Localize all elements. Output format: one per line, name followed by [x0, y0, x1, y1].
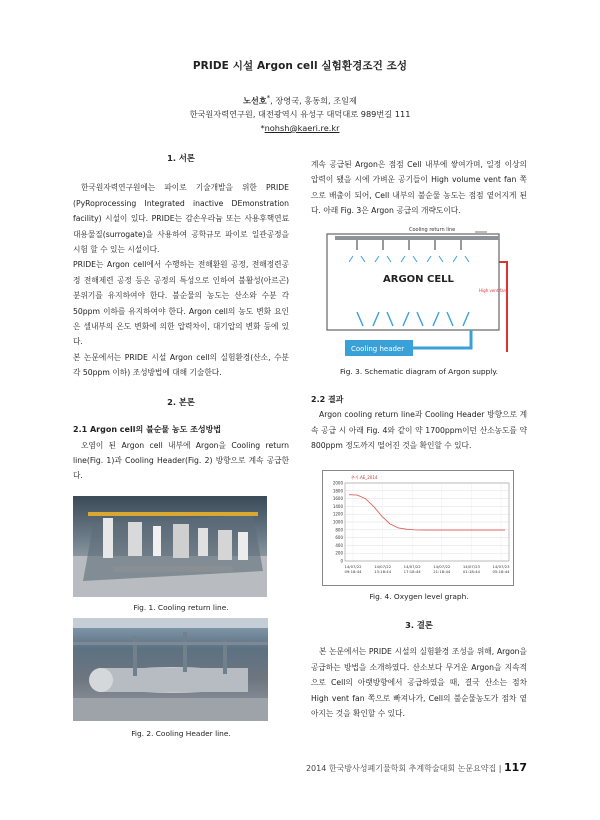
right-column-results [311, 392, 527, 454]
y-tick-label: 1200 [332, 511, 343, 517]
body-paragraph-2: 계속 공급된 Argon은 점점 Cell 내부에 쌓여가며, 일정 이상의 압력이 됐을 시에 가벼운 공기들이 High volume vent fan 쪽으로 배출이 되어, Cell 내부의 불순물 농도는 점점 옅어지게 된다. 아래 Fig. 3은 Argon 공급의 개략도이다. [311, 160, 527, 216]
vent-fan-label: High vent fan [479, 288, 507, 293]
x-tick-label: 13:18:44 [374, 569, 392, 574]
cooling-header-label: Cooling header [351, 345, 405, 353]
x-tick-label: 17:18:44 [403, 569, 421, 574]
y-tick-label: 1000 [332, 519, 343, 525]
return-line-label: Cooling return line [409, 227, 456, 233]
x-tick-label: 21:18:44 [433, 569, 451, 574]
y-tick-label: 1400 [332, 503, 343, 509]
paper-title: PRIDE 시설 Argon cell 실험환경조건 조성 [192, 60, 408, 72]
author-block [0, 92, 600, 135]
y-tick-label: 800 [335, 527, 343, 533]
section-conclusion-title: 3. 결론 [405, 620, 433, 630]
email-mark: * [260, 122, 265, 133]
y-tick-label: 400 [335, 542, 343, 548]
fig4-caption: Fig. 4. Oxygen level graph. [369, 592, 469, 601]
first-author: 노선호 [243, 95, 267, 106]
email-line [0, 122, 600, 136]
intro-paragraph-3: 본 논문에서는 PRIDE 시설 Argon cell의 실험환경(산소, 수분 각 50ppm 이하) 조성방법에 대해 기술한다. [73, 352, 289, 378]
y-tick-label: 600 [335, 535, 343, 541]
x-tick-label: 14/07/23 [462, 564, 480, 569]
conclusion-paragraph: 본 논문에서는 PRIDE 시설의 실험환경 조성을 위해, Argon을 공급하는 방법을 소개하였다. 산소보다 무거운 Argon을 지속적으로 Cell의 아랫방향에서 공급하였을 때, 결국 산소는 점차 High vent fan 쪽으로 빠져나가, Cell의 불순물농도가 점차 옅아지는 것을 확인할 수 있다. [311, 647, 527, 719]
x-tick-label: 14/07/22 [433, 564, 451, 569]
subsection-2-1-title: 2.1 Argon cell의 불순물 농도 조성방법 [73, 425, 222, 435]
argon-cell-label: ARGON CELL [383, 274, 454, 285]
fig4-chart [322, 470, 514, 586]
co-authors: , 장영국, 홍동희, 조일제 [270, 95, 357, 106]
y-tick-label: 2000 [332, 480, 343, 486]
section-body-title: 2. 본론 [167, 396, 195, 407]
subsection-2-2-title: 2.2 결과 [311, 395, 344, 404]
x-tick-label: 14/07/23 [492, 564, 510, 569]
page-footer [306, 761, 527, 774]
right-column-top [311, 157, 527, 219]
fig1-caption: Fig. 1. Cooling return line. [133, 603, 229, 612]
right-column-conclusion [311, 618, 527, 721]
intro-paragraph-2: PRIDE는 Argon cell에서 수행하는 전해환원 공정, 전해정련공정 전해제련 공정 등은 공정의 특성으로 인하여 불활성(아르곤) 분위기를 유지하여야 한다. 불순물의 농도는 산소와 수분 각 50ppm 이하를 유지하여야 한다. Argon cell의 농도 변화 요인은 셀내부의 온도 변화에 의한 압력차이, 대기압의 변화 등에 있다. [73, 260, 289, 347]
footer-separator: | [498, 764, 502, 773]
affiliation: 한국원자력연구원, 대전광역시 유성구 대덕대로 989번길 111 [189, 109, 411, 120]
results-paragraph: Argon cooling return line과 Cooling Header 방향으로 계속 공급 시 아래 Fig. 4와 같이 약 1700ppm이던 산소농도를 약 800ppm 정도까지 떨어진 것을 확인할 수 있다. [311, 410, 527, 451]
page-number: 117 [504, 761, 527, 774]
y-tick-label: 200 [335, 550, 343, 556]
x-tick-label: 01:18:44 [462, 569, 480, 574]
y-tick-label: 1800 [332, 488, 343, 494]
chart-legend: 추가.AE_2014 [351, 475, 378, 480]
fig2-illustration [73, 618, 268, 721]
x-tick-label: 14/07/22 [403, 564, 421, 569]
y-tick-label: 0 [340, 558, 343, 564]
x-tick-label: 14/07/22 [344, 564, 362, 569]
author-line [0, 92, 600, 108]
footer-text: 2014 한국방사성폐기물학회 추계학술대회 논문요약집 [305, 764, 497, 773]
x-tick-label: 09:18:44 [344, 569, 362, 574]
fig1-photo [73, 496, 267, 597]
section-intro-title: 1. 서론 [167, 153, 195, 163]
y-tick-label: 1600 [332, 496, 343, 502]
email: nohsh@kaeri.re.kr [264, 122, 340, 133]
body-paragraph-1: 오염이 된 Argon cell 내부에 Argon을 Cooling return line(Fig. 1)과 Cooling Header(Fig. 2) 방향으로 계속 공급한다. [73, 440, 289, 481]
fig2-caption: Fig. 2. Cooling Header line. [131, 729, 231, 738]
x-tick-label: 14/07/22 [374, 564, 392, 569]
fig3-caption: Fig. 3. Schematic diagram of Argon supply. [339, 367, 499, 376]
fig2-photo [73, 618, 268, 721]
fig3-schematic [311, 222, 527, 362]
left-column [73, 151, 289, 484]
x-tick-label: 05:18:44 [492, 569, 510, 574]
series-line [349, 495, 505, 530]
intro-paragraph-1: 한국원자력연구원에는 파이로 기술개발을 위한 PRIDE (PyRoprocessing Integrated inactive DEmonstration facility) 시설이 있다. PRIDE는 감손우라늄 또는 사용후핵연료 대용물질(surrogate)을 사용하여 공학규모 파이로 일관공정을 시험 할 수 있는 시설이다. [73, 183, 289, 255]
fig3-diagram [311, 222, 527, 362]
corresponding-mark: * [266, 94, 271, 102]
vent-duct [499, 262, 507, 352]
fig1-illustration [73, 496, 267, 597]
oxygen-chart [323, 471, 513, 585]
